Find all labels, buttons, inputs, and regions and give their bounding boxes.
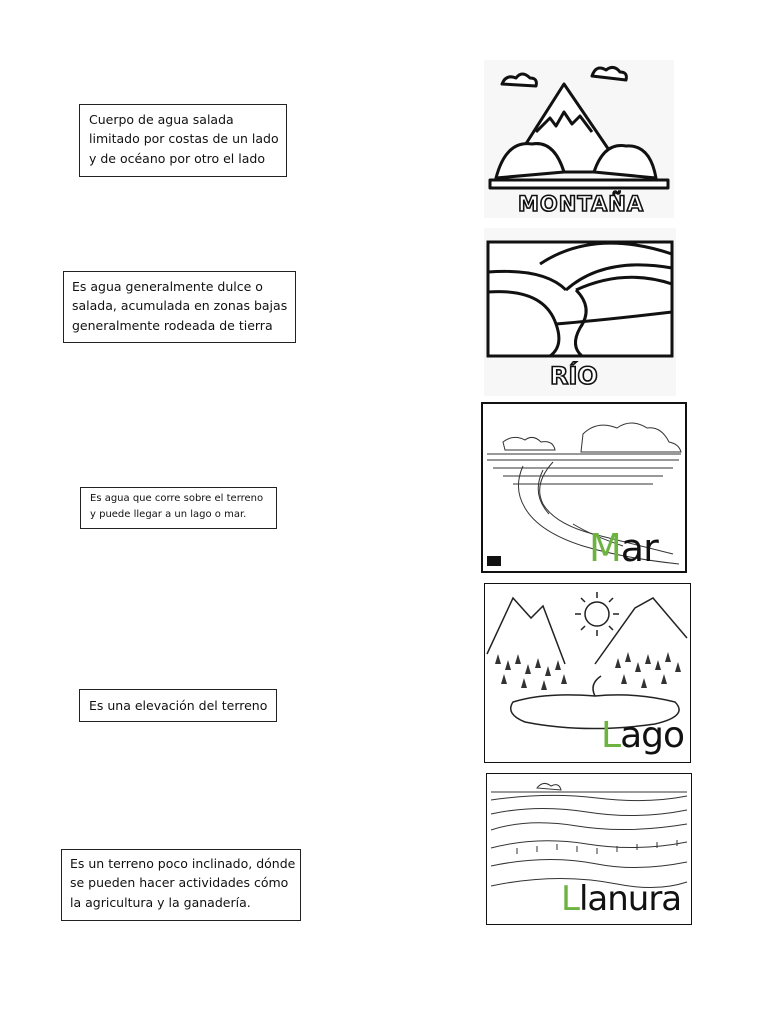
picture-label-mar	[589, 528, 658, 568]
definition-line: salada, acumulada en zonas bajas	[72, 298, 288, 314]
definition-box-sea	[79, 104, 287, 177]
definition-box-mountain	[79, 689, 277, 722]
definition-line: Es agua generalmente dulce o	[72, 279, 263, 294]
definition-line: se pueden hacer actividades cómo	[70, 875, 289, 891]
definition-box-lake	[63, 271, 296, 343]
picture-label-lago	[601, 716, 684, 756]
picture-card-rio	[484, 228, 676, 396]
definition-line: generalmente rodeada de tierra	[72, 317, 273, 333]
definition-line: y de océano por otro el lado	[89, 150, 265, 166]
label-rest: lanura	[578, 879, 682, 919]
definition-line: Es un terreno poco inclinado, dónde	[70, 856, 296, 871]
picture-card-llanura	[486, 773, 692, 925]
definition-box-river	[80, 487, 277, 529]
label-initial: L	[561, 879, 579, 919]
label-initial: M	[589, 526, 621, 570]
picture-label-llanura	[561, 880, 681, 918]
picture-card-montana	[484, 60, 674, 218]
definition-line: Es agua que corre sobre el terreno	[90, 493, 264, 504]
label-initial: L	[601, 715, 621, 756]
definition-line: Es una elevación del terreno	[89, 698, 268, 713]
picture-label-montana: MONTAÑA	[518, 192, 645, 216]
definition-line: y puede llegar a un lago o mar.	[90, 508, 247, 520]
picture-label-rio: RÍO	[550, 362, 598, 390]
picture-card-lago	[484, 583, 691, 763]
picture-card-mar	[481, 402, 687, 573]
definition-line: Cuerpo de agua salada	[89, 112, 234, 127]
definition-line: la agricultura y la ganadería.	[70, 894, 251, 910]
definition-box-plain	[61, 849, 301, 921]
label-rest: ago	[620, 715, 684, 756]
definition-line: limitado por costas de un lado	[89, 131, 279, 147]
label-rest: ar	[620, 526, 658, 570]
